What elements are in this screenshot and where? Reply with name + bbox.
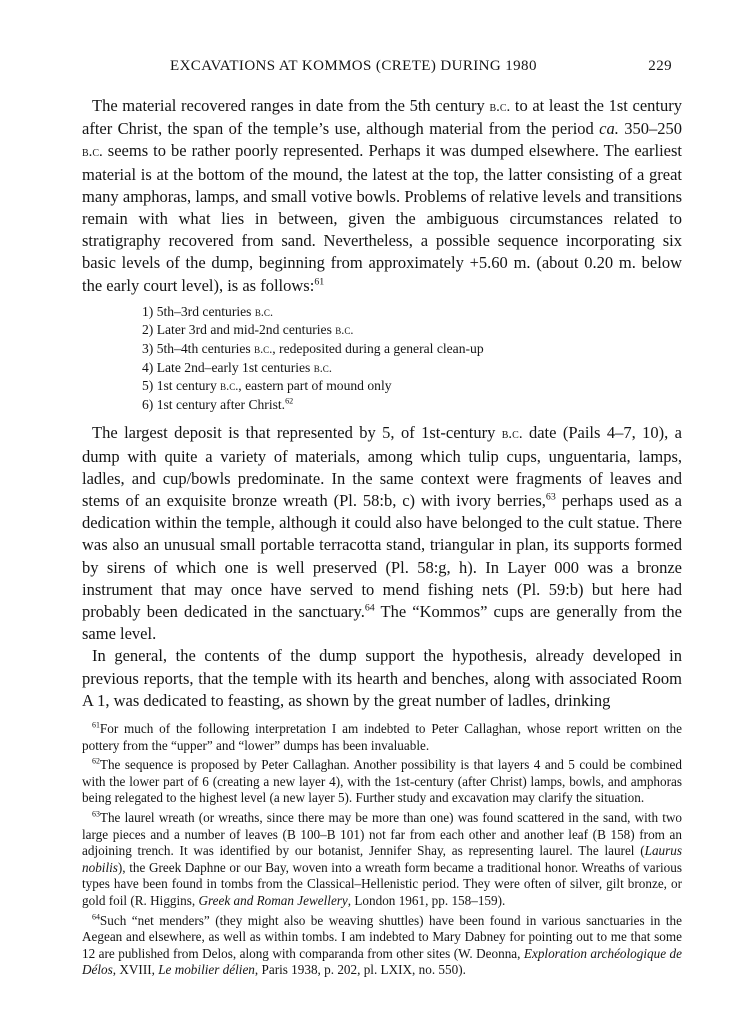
- sequence-item: 6) 1st century after Christ.$^{62}$: [142, 396, 294, 412]
- footnote-ref-62[interactable]: 62: [285, 396, 294, 406]
- text-run: date (Pails 4–7, 10), a dump with quite a variety of materials, among which tulip cups, unguentaria, lamps, ladles, and cup/bowls predominate. In the same context were fragments of leaves and stems of an exquisite bronze wreath (Pl. 58:b, c) with ivory berries,: [82, 423, 682, 510]
- sequence-item: 1) 5th–3rd centuries b.c.: [142, 303, 273, 319]
- era-abbrev: b.c.: [82, 144, 103, 161]
- footnote-ref-61[interactable]: 61: [314, 276, 325, 288]
- footnote-62: $^{62}$The sequence is proposed by Peter Callaghan. Another possibility is that layers 4 and 5 could be combined with the lower part of 6 (creating a new layer 4), with the 1st-century (after Christ) lamps, bowls, and amphoras being relegated to the highest level (a new layer 5). Further study and excavation may clarify the situation.: [82, 756, 682, 806]
- footnote-ref-63[interactable]: 63: [545, 491, 556, 503]
- sequence-item: 3) 5th–4th centuries b.c., redeposited during a general clean-up: [142, 341, 484, 357]
- era-abbrev: b.c.: [501, 426, 523, 443]
- text-run: 350–250: [618, 119, 682, 139]
- text-run: to at least the 1st century after Christ, the span of the temple’s use, although material from the period: [82, 96, 682, 139]
- sequence-item: 4) Late 2nd–early 1st centuries b.c.: [142, 359, 332, 375]
- footnote-number: 62: [92, 756, 100, 766]
- text-run: The “Kommos” cups are generally from the same level.: [82, 602, 683, 644]
- footnote-61: $^{61}$For much of the following interpretation I am indebted to Peter Callaghan, whose report written on the pottery from the “upper” and “lower” dumps has been invaluable.: [82, 720, 682, 753]
- body-text: [82, 95, 682, 712]
- footnote-number: 64: [92, 912, 100, 922]
- volume-title: Le mobilier délien: [158, 962, 255, 978]
- footnote-separator: [82, 712, 682, 713]
- footnote-63: $^{63}$The laurel wreath (or wreaths, since there may be more than one) was found scattered in the sand, with two large pieces and a number of leaves (B 100–B 101) not far from each other and another leaf (B 158) from an adjoining trench. It was identified by our botanist, Jennifer Shay, as representing laurel. The laurel (Laurus nobilis), the Greek Daphne or our Bay, woven into a wreath form became a traditional honor. Wreaths of various types have been found in tombs from the Classical–Hellenistic period. They were often of silver, gilt bronze, or gold foil (R. Higgins, Greek and Roman Jewellery, London 1961, pp. 158–159).: [82, 809, 682, 908]
- running-title: EXCAVATIONS AT KOMMOS (CRETE) DURING 1980: [170, 58, 537, 74]
- dump-sequence-list: [142, 303, 682, 415]
- running-head: [82, 58, 682, 82]
- footnotes: [82, 721, 682, 979]
- text-run: perhaps used as a dedication within the temple, although it could also have belonged to the cult statue. There was also an unusual small portable terracotta stand, triangular in plan, its supports formed by sirens of which one is well preserved (Pl. 58:g, h). In Layer 000 was a bronze instrument that may once have served to mend fishing nets (Pl. 59:b) but here had probably been dedicated in the sanctuary.: [82, 491, 682, 622]
- era-abbrev: b.c.: [489, 99, 511, 115]
- species-name: Laurus nobilis: [82, 843, 682, 875]
- page: [82, 58, 682, 982]
- page-number: 229: [648, 58, 672, 74]
- footnote-number: 63: [92, 809, 100, 819]
- book-title: Greek and Roman Jewellery: [198, 892, 348, 908]
- text-run: seems to be rather poorly represented. Perhaps it was dumped elsewhere. The earliest material is at the bottom of the mound, the latest at the top, the latter consisting of a great many amphoras, lamps, and small votive bowls. Problems of relative levels and transitions remain with what lies in between, given the ambiguous circumstances related to stratigraphy recovered from sand. Nevertheless, a possible sequence incorporating six basic levels of the dump, beginning from approximately +5.60 m. (about 0.20 m. below the early court level), is as follows:: [82, 141, 682, 295]
- paragraph-3: In general, the contents of the dump support the hypothesis, already developed in previous reports, that the temple with its hearth and benches, along with associated Room A 1, was dedicated to feasting, as shown by the great number of ladles, drinking: [82, 646, 682, 710]
- paragraph-2: [82, 422, 682, 645]
- sequence-item: 5) 1st century b.c., eastern part of mound only: [142, 378, 392, 394]
- text-run: The largest deposit is that represented by 5, of 1st-century: [92, 423, 502, 443]
- paragraph-1: [82, 95, 682, 297]
- footnote-number: 61: [92, 720, 100, 730]
- sequence-item: 2) Later 3rd and mid-2nd centuries b.c.: [142, 322, 354, 338]
- footnote-ref-64[interactable]: 64: [364, 602, 375, 614]
- text-run: The material recovered ranges in date from the 5th century: [92, 96, 490, 115]
- footnote-64: $^{64}$Such “net menders” (they might also be weaving shuttles) have been found in various sanctuaries in the Aegean and elsewhere, as well as within tombs. I am indebted to Mary Dabney for pointing out to me that some 12 are published from Delos, along with comparanda from other sites (W. Deonna, Exploration archéologique de Délos, XVIII, Le mobilier délien, Paris 1938, p. 202, pl. LXIX, no. 550).: [82, 912, 682, 978]
- work-title: Exploration archéologique de Délos: [82, 945, 682, 978]
- circa-abbrev: ca.: [599, 119, 619, 139]
